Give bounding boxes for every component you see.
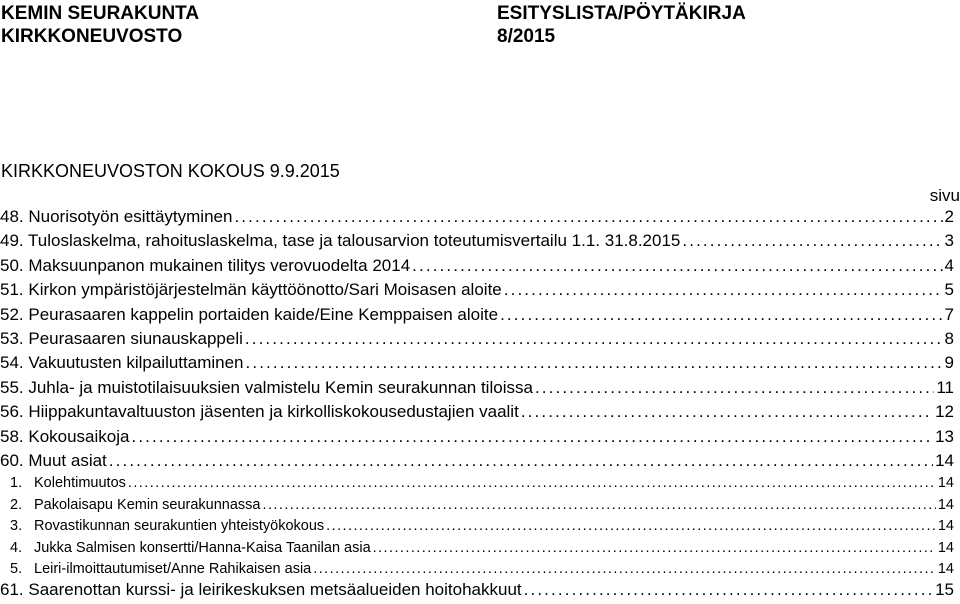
- toc-item[interactable]: [0, 378, 954, 398]
- toc-subitem-text: Jukka Salmisen konsertti/Hanna-Kaisa Taanilan asia: [34, 540, 371, 556]
- toc-subitem[interactable]: [0, 518, 954, 534]
- toc-subitem-number: 3.: [10, 518, 23, 534]
- organization-header: [1, 2, 199, 48]
- leader-dots: [682, 231, 942, 251]
- toc-item-text: 58. Kokousaikoja: [0, 427, 130, 446]
- toc-item[interactable]: [0, 305, 954, 325]
- leader-dots: [263, 497, 936, 513]
- document-number: 8/2015: [497, 26, 556, 47]
- toc-subitem-page: 14: [937, 475, 954, 491]
- leader-dots: [504, 280, 943, 300]
- toc-item-page: 2: [944, 207, 954, 226]
- toc-item-page: 9: [944, 353, 954, 372]
- leader-dots: [313, 561, 936, 577]
- toc-item-page: 15: [935, 580, 954, 599]
- toc-item-text: 56. Hiippakuntavaltuuston jäsenten ja kirkolliskokousedustajien vaalit: [0, 402, 519, 421]
- org-name: KEMIN SEURAKUNTA: [1, 3, 200, 24]
- toc-subitem-text: Kolehtimuutos: [34, 475, 126, 491]
- leader-dots: [109, 451, 933, 471]
- leader-dots: [234, 207, 942, 227]
- toc-item-page: 13: [935, 427, 954, 446]
- leader-dots: [412, 256, 942, 276]
- toc-item-page: 3: [944, 231, 954, 250]
- toc-item-page: 4: [944, 256, 954, 275]
- toc-subitem-number: 1.: [10, 475, 23, 491]
- leader-dots: [326, 518, 936, 534]
- document-type: ESITYSLISTA/PÖYTÄKIRJA: [497, 3, 746, 24]
- toc-item-page: 7: [944, 305, 954, 324]
- toc-subitem-page: 14: [937, 497, 954, 513]
- toc-item-page: 5: [944, 280, 954, 299]
- leader-dots: [373, 540, 936, 556]
- leader-dots: [535, 378, 934, 398]
- toc-item[interactable]: [0, 353, 954, 373]
- toc-item[interactable]: [0, 402, 954, 422]
- toc-item[interactable]: [0, 207, 954, 227]
- toc-subitem-text: Leiri-ilmoittautumiset/Anne Rahikaisen asia: [34, 561, 312, 577]
- toc-item-text: 54. Vakuutusten kilpailuttaminen: [0, 353, 244, 372]
- toc-subitem[interactable]: [0, 540, 954, 556]
- toc-item-page: 12: [935, 402, 954, 421]
- toc-item-page: 11: [936, 378, 954, 397]
- toc-item-text: 51. Kirkon ympäristöjärjestelmän käyttöönotto/Sari Moisasen aloite: [0, 280, 502, 299]
- toc-subitem-text: Rovastikunnan seurakuntien yhteistyökokous: [34, 518, 325, 534]
- toc-item-page: 14: [935, 451, 954, 470]
- toc-item-text: 48. Nuorisotyön esittäytyminen: [0, 207, 233, 226]
- toc-item-text: 49. Tuloslaskelma, rahoituslaskelma, tase ja talousarvion toteutumisvertailu 1.1. 31.8.2015: [0, 231, 681, 250]
- toc-item[interactable]: [0, 580, 954, 600]
- toc-item[interactable]: [0, 231, 954, 251]
- toc-item[interactable]: [0, 329, 954, 349]
- document-type-header: [497, 2, 746, 48]
- toc-item[interactable]: [0, 280, 954, 300]
- toc-subitem-text: Pakolaisapu Kemin seurakunnassa: [34, 497, 261, 513]
- toc-item-text: 60. Muut asiat: [0, 451, 107, 470]
- leader-dots: [521, 402, 933, 422]
- toc-subitem-number: 5.: [10, 561, 23, 577]
- leader-dots: [524, 580, 933, 600]
- page-column-label: sivu: [929, 186, 960, 205]
- toc-item-text: 55. Juhla- ja muistotilaisuuksien valmistelu Kemin seurakunnan tiloissa: [0, 378, 533, 397]
- toc-subitem[interactable]: [0, 475, 954, 491]
- toc-item[interactable]: [0, 256, 954, 276]
- meeting-title: KIRKKONEUVOSTON KOKOUS 9.9.2015: [1, 161, 340, 181]
- toc-subitem-number: 2.: [10, 497, 23, 513]
- toc-subitem-page: 14: [937, 518, 954, 534]
- leader-dots: [131, 427, 933, 447]
- leader-dots: [245, 329, 943, 349]
- toc-item-text: 50. Maksuunpanon mukainen tilitys verovuodelta 2014: [0, 256, 411, 275]
- toc-item-page: 8: [944, 329, 954, 348]
- toc-item-text: 53. Peurasaaren siunauskappeli: [0, 329, 243, 348]
- toc-subitem[interactable]: [0, 497, 954, 513]
- toc-item[interactable]: [0, 451, 954, 471]
- leader-dots: [246, 353, 943, 373]
- toc-item-text: 52. Peurasaaren kappelin portaiden kaide/Eine Kemppaisen aloite: [0, 305, 499, 324]
- leader-dots: [128, 475, 936, 491]
- toc-subitem-number: 4.: [10, 540, 23, 556]
- leader-dots: [500, 305, 942, 325]
- toc-subitem-page: 14: [937, 561, 954, 577]
- toc-subitem-page: 14: [937, 540, 954, 556]
- toc-subitem[interactable]: [0, 561, 954, 577]
- org-body: KIRKKONEUVOSTO: [1, 26, 183, 47]
- toc-item[interactable]: [0, 427, 954, 447]
- toc-item-text: 61. Saarenottan kurssi- ja leirikeskuksen metsäalueiden hoitohakkuut: [0, 580, 522, 599]
